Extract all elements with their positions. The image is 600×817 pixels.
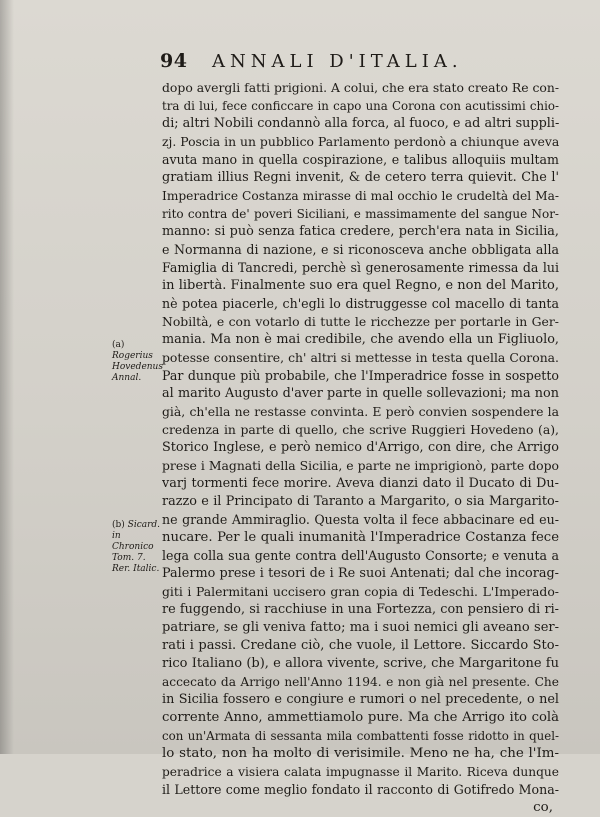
text-line: in libertà. Finalmente suo era quel Regno, e non del Marito, [162, 278, 559, 293]
text-line: varj tormenti fece morire. Aveva dianzi dato il Ducato di Du- [162, 476, 559, 491]
text-line: ne grande Ammiraglio. Questa volta il fece abbacinare ed eu- [162, 512, 559, 527]
text-line: rito contra de' poveri Siciliani, e massimamente del sangue Nor- [162, 207, 559, 221]
text-line: il Lettore come meglio fondato il racconto di Gotifredo Mona- [162, 782, 559, 797]
text-line: credenza in parte di quello, che scrive Ruggieri Hovedeno (a), [162, 422, 559, 437]
text-line: in Sicilia fossero e congiure e rumori o nel precedente, o nel [162, 692, 559, 707]
text-line: di; altri Nobili condannò alla forca, al fuoco, e ad altri suppli- [162, 116, 559, 131]
marginal-note-b-text: Sicard. in Chronico Tom. 7. Rer. Italic. [112, 520, 161, 574]
text-line: prese i Magnati della Sicilia, e parte ne imprigionò, parte dopo [162, 458, 559, 473]
text-line: con un'Armata di sessanta mila combattenti fosse ridotto in quel- [162, 729, 559, 743]
text-line: già, ch'ella ne restasse convinta. E però convien sospendere la [162, 404, 559, 419]
text-line: nucare. Per le quali inumanità l'Imperadrice Costanza fece [162, 530, 559, 545]
text-line: Nobiltà, e con votarlo di tutte le ricchezze per portarle in Ger- [162, 314, 559, 329]
text-line: Famiglia di Tancredi, perchè sì generosamente rimessa da lui [162, 260, 559, 275]
page-fold-shadow [0, 0, 14, 754]
text-line: peradrice a visiera calata impugnasse il Marito. Riceva dunque [162, 765, 559, 779]
text-line: rati i passi. Credane ciò, che vuole, il Lettore. Siccardo Sto- [162, 638, 559, 653]
text-line: potesse consentire, ch' altri si mettesse in testa quella Corona. [162, 350, 559, 365]
text-line: dopo avergli fatti prigioni. A colui, che era stato creato Re con- [162, 80, 559, 95]
page-header [160, 50, 560, 72]
text-line: rico Italiano (b), e allora vivente, scrive, che Margaritone fu [162, 656, 559, 671]
text-line: zj. Poscia in un pubblico Parlamento perdonò a chiunque aveva [162, 134, 559, 149]
text-line: giti i Palermitani uccisero gran copia di Tedeschi. L'Imperado- [162, 584, 559, 599]
text-line: al marito Augusto d'aver parte in quelle sollevazioni; ma non [162, 386, 559, 401]
text-line: lega colla sua gente contra dell'Augusto Consorte; e venuta a [162, 548, 559, 563]
marginal-note-a-text: Rogerius Hovedenus Annal. [112, 351, 163, 383]
text-line: corrente Anno, ammettiamolo pure. Ma che Arrigo ito colà [162, 710, 559, 725]
body-text [162, 79, 559, 817]
text-line: Par dunque più probabile, che l'Imperadrice fosse in sospetto [162, 368, 559, 383]
text-line: accecato da Arrigo nell'Anno 1194. e non già nel presente. Che [162, 675, 559, 689]
marginal-note-b-ref: (b) [112, 520, 125, 530]
text-line: razzo e il Principato di Taranto a Margarito, o sia Margarito- [162, 494, 559, 509]
marginal-note-b [112, 520, 162, 575]
marginal-note-a-ref: (a) [112, 340, 125, 350]
text-line: lo stato, non ha molto di verisimile. Meno ne ha, che l'Im- [162, 746, 559, 761]
text-line: e Normanna di nazione, e si riconosceva anche obbligata alla [162, 242, 559, 257]
marginal-note-a [112, 340, 162, 384]
running-title: ANNALI D'ITALIA. [212, 51, 463, 72]
text-line: Storico Inglese, e però nemico d'Arrigo, con dire, che Arrigo [162, 440, 559, 455]
text-line: Palermo prese i tesori de i Re suoi Antenati; dal che incorag- [162, 566, 559, 581]
text-line: avuta mano in quella cospirazione, e talibus alloquiis multam [162, 152, 559, 167]
text-line: re fuggendo, si racchiuse in una Fortezza, con pensiero di ri- [162, 602, 559, 617]
text-line: gratiam illius Regni invenit, & de cetero terra quievit. Che l' [162, 170, 559, 185]
text-line: tra di lui, fece conficcare in capo una Corona con acutissimi chio- [162, 99, 559, 113]
catchword: co, [533, 800, 553, 815]
page-number: 94 [160, 50, 188, 72]
text-line: manno: si può senza fatica credere, perch'era nata in Sicilia, [162, 224, 559, 239]
text-line: nè potea piacerle, ch'egli lo distruggesse col macello di tanta [162, 296, 559, 311]
text-line: patriare, se gli veniva fatto; ma i suoi nemici gli aveano ser- [162, 620, 559, 635]
text-line: mania. Ma non è mai credibile, che avendo ella un Figliuolo, [162, 332, 559, 347]
text-line: Imperadrice Costanza mirasse di mal occhio le crudeltà del Ma- [162, 189, 559, 203]
